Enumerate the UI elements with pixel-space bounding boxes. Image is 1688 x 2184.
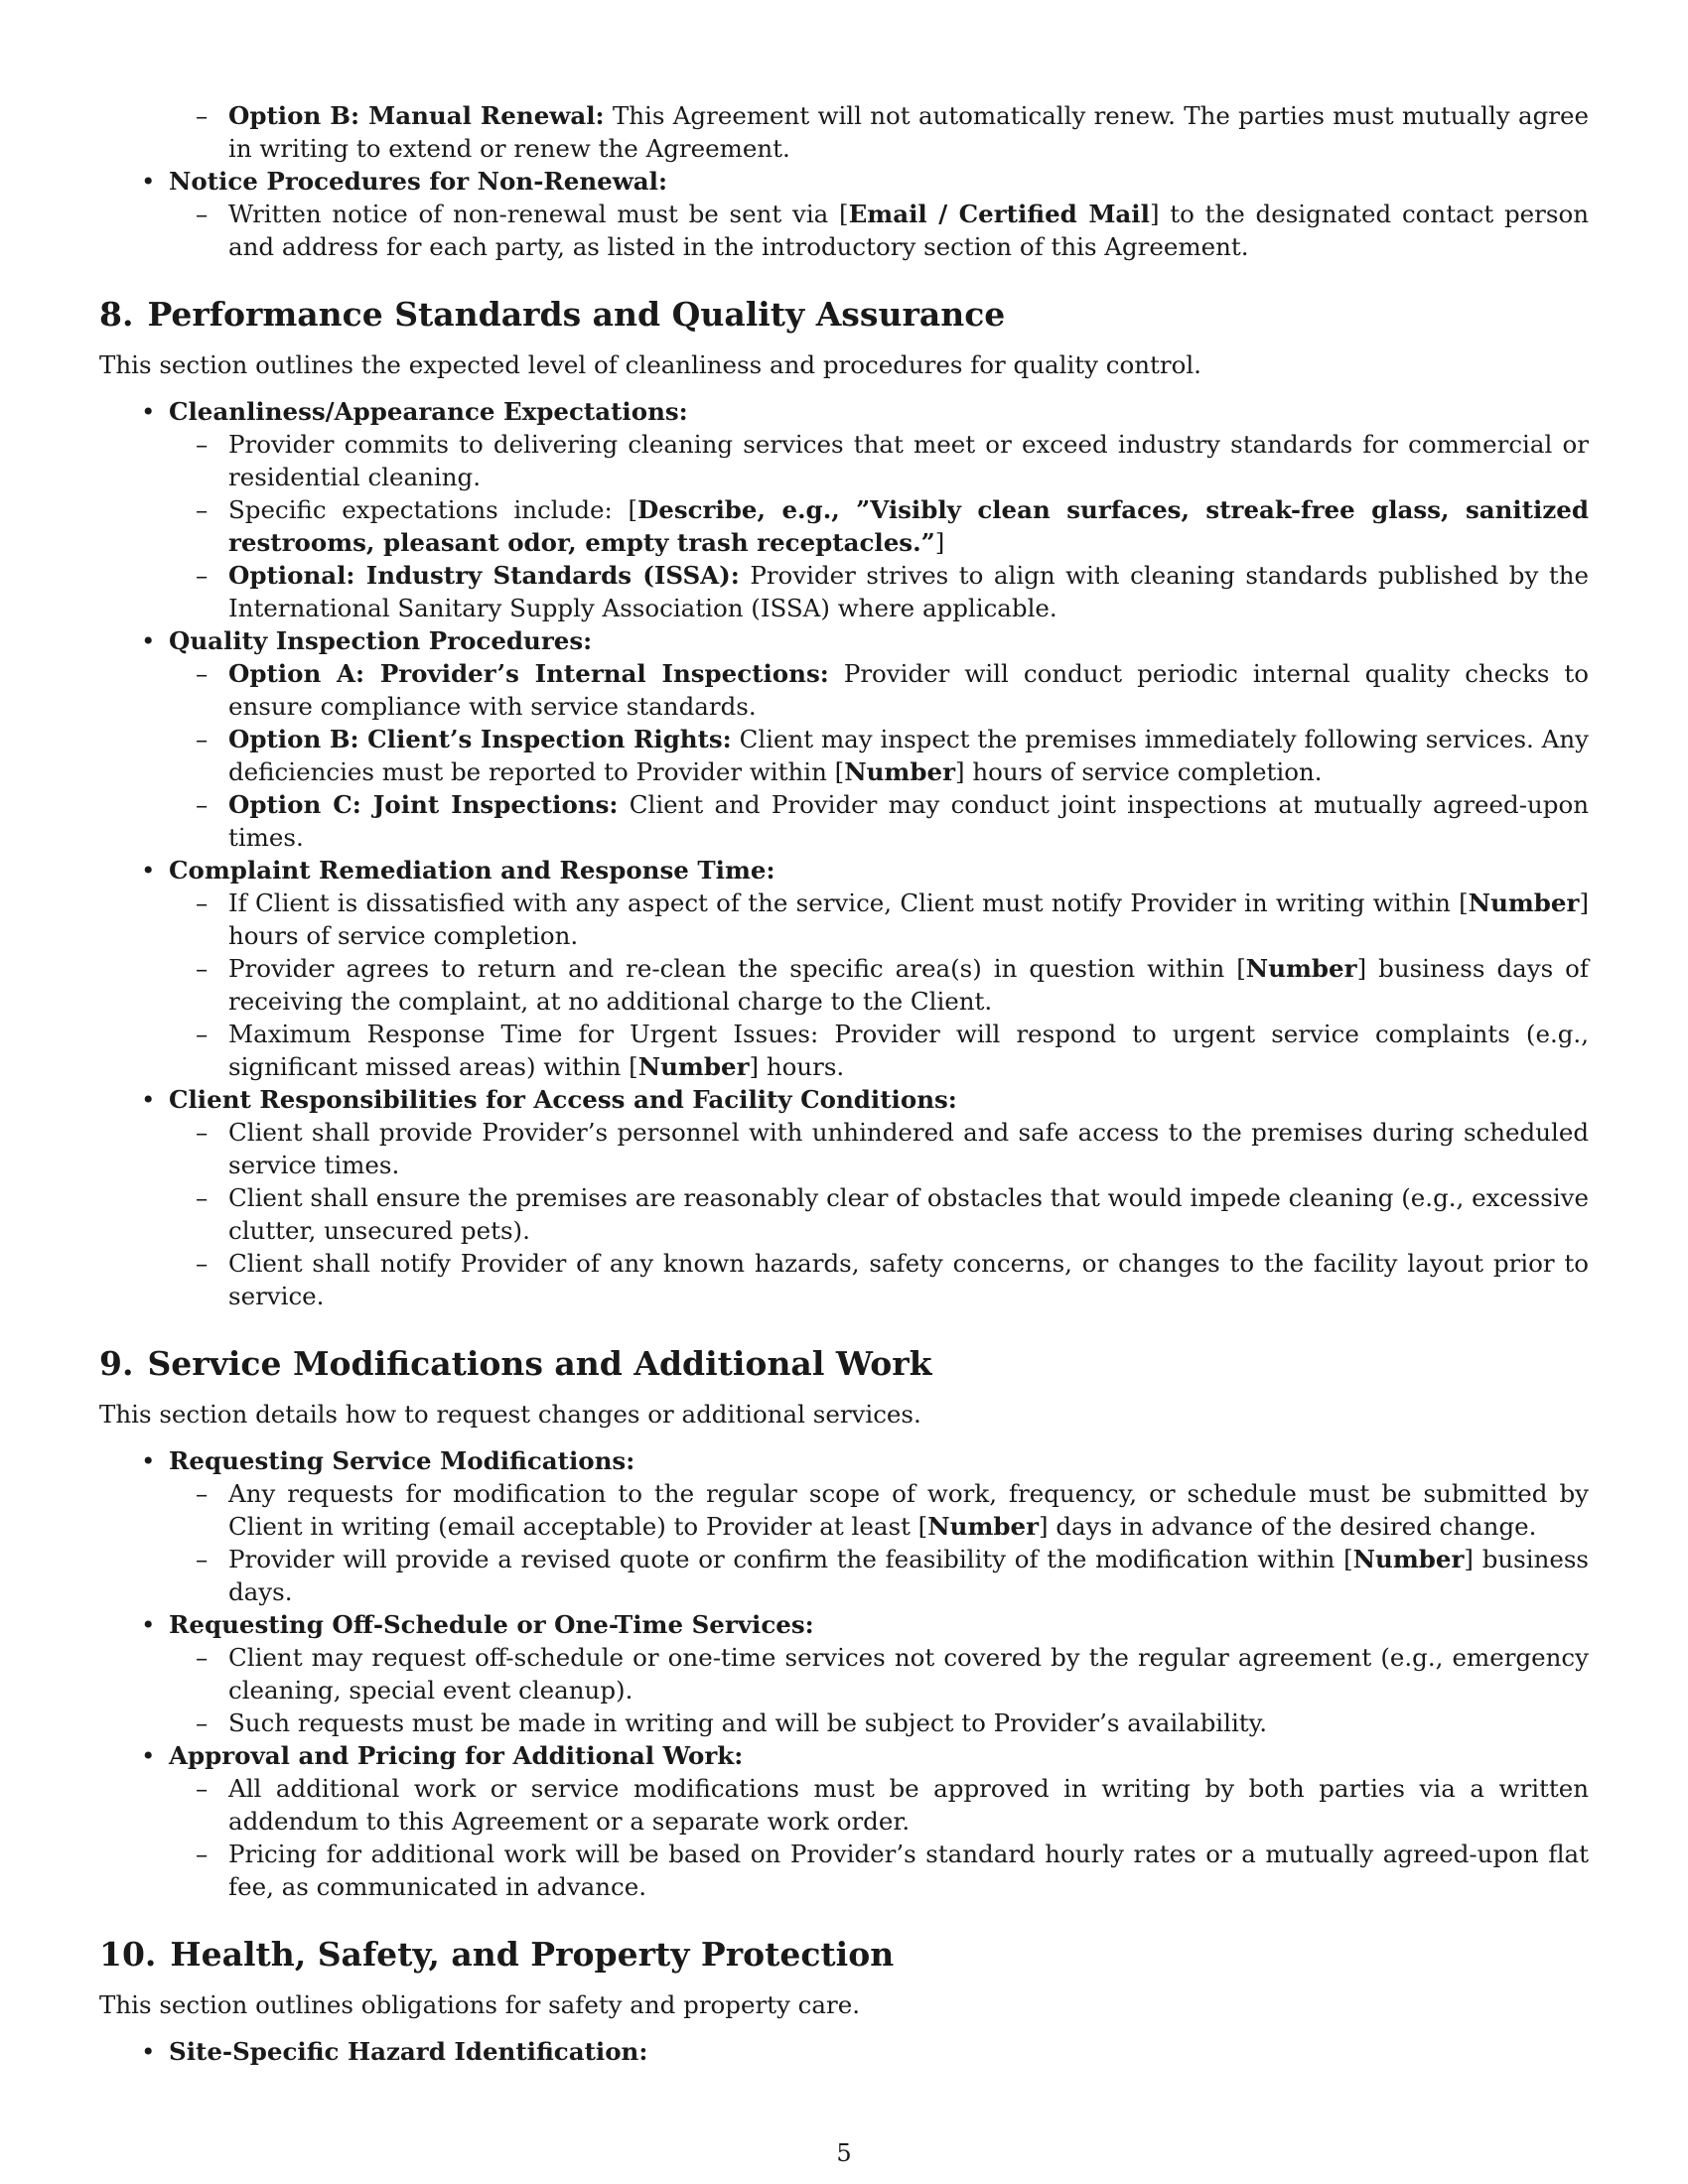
section-9-heading: 9. Service Modifications and Additional Work (99, 1344, 932, 1383)
list-item: – Option B: Manual Renewal: This Agreement will not automatically renew. The parties must mutually agree in writing to extend or renew the Agreement. (196, 101, 1589, 163)
page-number: 5 (836, 2139, 852, 2167)
list-item: – Client shall ensure the premises are reasonably clear of obstacles that would impede cleaning (e.g., excessive clutter, unsecured pets). (196, 1183, 1589, 1245)
section-8-heading: 8. Performance Standards and Quality Assurance (99, 295, 1006, 334)
section-10-list (99, 2035, 1589, 2068)
list-item: – All additional work or service modifications must be approved in writing by both parties via a written addendum to this Agreement or a separate work order. (196, 1774, 1589, 1836)
list-item: • Quality Inspection Procedures: – Option A: Provider’s Internal Inspections: Provider will conduct periodic internal quality checks to ensure compliance with service standards. – Option B: Client’s Inspection Rights: Client may inspect the premises immediately following services. Any deficiencies must be reported to Provider within [Number] hours of service completion. – Option C: Joint Inspections: Client and Provider may conduct joint inspections at mutually agreed-upon times. (141, 626, 1589, 852)
list-item: – Option A: Provider’s Internal Inspections: Provider will conduct periodic internal quality checks to ensure compliance with service standards. (196, 659, 1589, 721)
notice-heading: Notice Procedures for Non-Renewal: (169, 167, 668, 196)
notice-list (99, 165, 1589, 263)
list-item: – Option C: Joint Inspections: Client and Provider may conduct joint inspections at mutually agreed-upon times. (196, 790, 1589, 852)
renewal-options-list (99, 99, 1589, 165)
list-item: – Any requests for modification to the regular scope of work, frequency, or schedule must be submitted by Client in writing (email acceptable) to Provider at least [Number] days in advance of the desired change. (196, 1479, 1589, 1541)
list-item: – Provider will provide a revised quote or confirm the feasibility of the modification within [Number] business days. (196, 1545, 1589, 1606)
list-item: • Complaint Remediation and Response Time: – If Client is dissatisfied with any aspect of the service, Client must notify Provider in writing within [Number] hours of service completion. – Provider agrees to return and re-clean the specific area(s) in question within [Number] business days of receiving the complaint, at no additional charge to the Client. – Maximum Response Time for Urgent Issues: Provider will respond to urgent service complaints (e.g., significant missed areas) within [Number] hours. (141, 856, 1589, 1081)
list-item: • Approval and Pricing for Additional Work: – All additional work or service modifications must be approved in writing by both parties via a written addendum to this Agreement or a separate work order. – Pricing for additional work will be based on Provider’s standard hourly rates or a mutually agreed-upon flat fee, as communicated in advance. (141, 1741, 1589, 1901)
list-item: • Cleanliness/Appearance Expectations: – Provider commits to delivering cleaning services that meet or exceed industry standards for commercial or residential cleaning. – Specific expectations include: [Describe, e.g., ”Visibly clean surfaces, streak-free glass, sanitized restrooms, pleasant odor, empty trash receptacles.”] – Optional: Industry Standards (ISSA): Provider strives to align with cleaning standards published by the International Sanitary Supply Association (ISSA) where applicable. (141, 397, 1589, 622)
section-9-intro: This section details how to request changes or additional services. (99, 1400, 921, 1429)
document-page (99, 99, 1589, 2068)
list-item: • Requesting Off-Schedule or One-Time Services: – Client may request off-schedule or one-time services not covered by the regular agreement (e.g., emergency cleaning, special event cleanup). – Such requests must be made in writing and will be subject to Provider’s availability. (141, 1610, 1589, 1737)
list-item: – Written notice of non-renewal must be sent via [Email / Certified Mail] to the designated contact person and address for each party, as listed in the introductory section of this Agreement. (196, 200, 1589, 261)
dash-marker: – (196, 101, 209, 130)
bullet-marker: • (141, 167, 156, 196)
list-item: – Provider agrees to return and re-clean the specific area(s) in question within [Number] business days of receiving the complaint, at no additional charge to the Client. (196, 954, 1589, 1016)
list-item (141, 165, 1589, 263)
section-10-heading: 10. Health, Safety, and Property Protection (99, 1935, 895, 1974)
list-item: • Site-Specific Hazard Identification: (141, 2037, 648, 2066)
list-item: – Client shall provide Provider’s personnel with unhindered and safe access to the premises during scheduled service times. (196, 1118, 1589, 1179)
section-10-intro: This section outlines obligations for safety and property care. (99, 1990, 860, 2019)
option-b-label: Option B: Manual Renewal: (228, 101, 605, 130)
list-item: – Specific expectations include: [Describe, e.g., ”Visibly clean surfaces, streak-free glass, sanitized restrooms, pleasant odor, empty trash receptacles.”] (196, 495, 1589, 557)
section-8-list (99, 395, 1589, 1312)
list-item: • Requesting Service Modifications: – Any requests for modification to the regular scope of work, frequency, or schedule must be submitted by Client in writing (email acceptable) to Provider at least [Number] days in advance of the desired change. – Provider will provide a revised quote or confirm the feasibility of the modification within [Number] business days. (141, 1446, 1589, 1606)
list-item: – Optional: Industry Standards (ISSA): Provider strives to align with cleaning standards published by the International Sanitary Supply Association (ISSA) where applicable. (196, 561, 1589, 622)
list-item: – Maximum Response Time for Urgent Issues: Provider will respond to urgent service complaints (e.g., significant missed areas) within [Number] hours. (196, 1020, 1589, 1081)
section-9-list (99, 1444, 1589, 1903)
list-item: – Such requests must be made in writing and will be subject to Provider’s availability. (196, 1708, 1268, 1737)
list-item: – Pricing for additional work will be based on Provider’s standard hourly rates or a mutually agreed-upon flat fee, as communicated in advance. (196, 1840, 1589, 1901)
list-item: – Client may request off-schedule or one-time services not covered by the regular agreement (e.g., emergency cleaning, special event cleanup). (196, 1643, 1589, 1705)
section-8-intro: This section outlines the expected level of cleanliness and procedures for quality control. (99, 350, 1201, 379)
list-item: – Option B: Client’s Inspection Rights: Client may inspect the premises immediately following services. Any deficiencies must be reported to Provider within [Number] hours of service completion. (196, 725, 1589, 786)
list-item: – If Client is dissatisfied with any aspect of the service, Client must notify Provider in writing within [Number] hours of service completion. (196, 888, 1589, 950)
list-item: – Provider commits to delivering cleaning services that meet or exceed industry standards for commercial or residential cleaning. (196, 430, 1589, 491)
list-item: – Client shall notify Provider of any known hazards, safety concerns, or changes to the facility layout prior to service. (196, 1249, 1589, 1310)
list-item: • Client Responsibilities for Access and Facility Conditions: – Client shall provide Provider’s personnel with unhindered and safe access to the premises during scheduled service times. – Client shall ensure the premises are reasonably clear of obstacles that would impede cleaning (e.g., excessive clutter, unsecured pets). – Client shall notify Provider of any known hazards, safety concerns, or changes to the facility layout prior to service. (141, 1085, 1589, 1310)
